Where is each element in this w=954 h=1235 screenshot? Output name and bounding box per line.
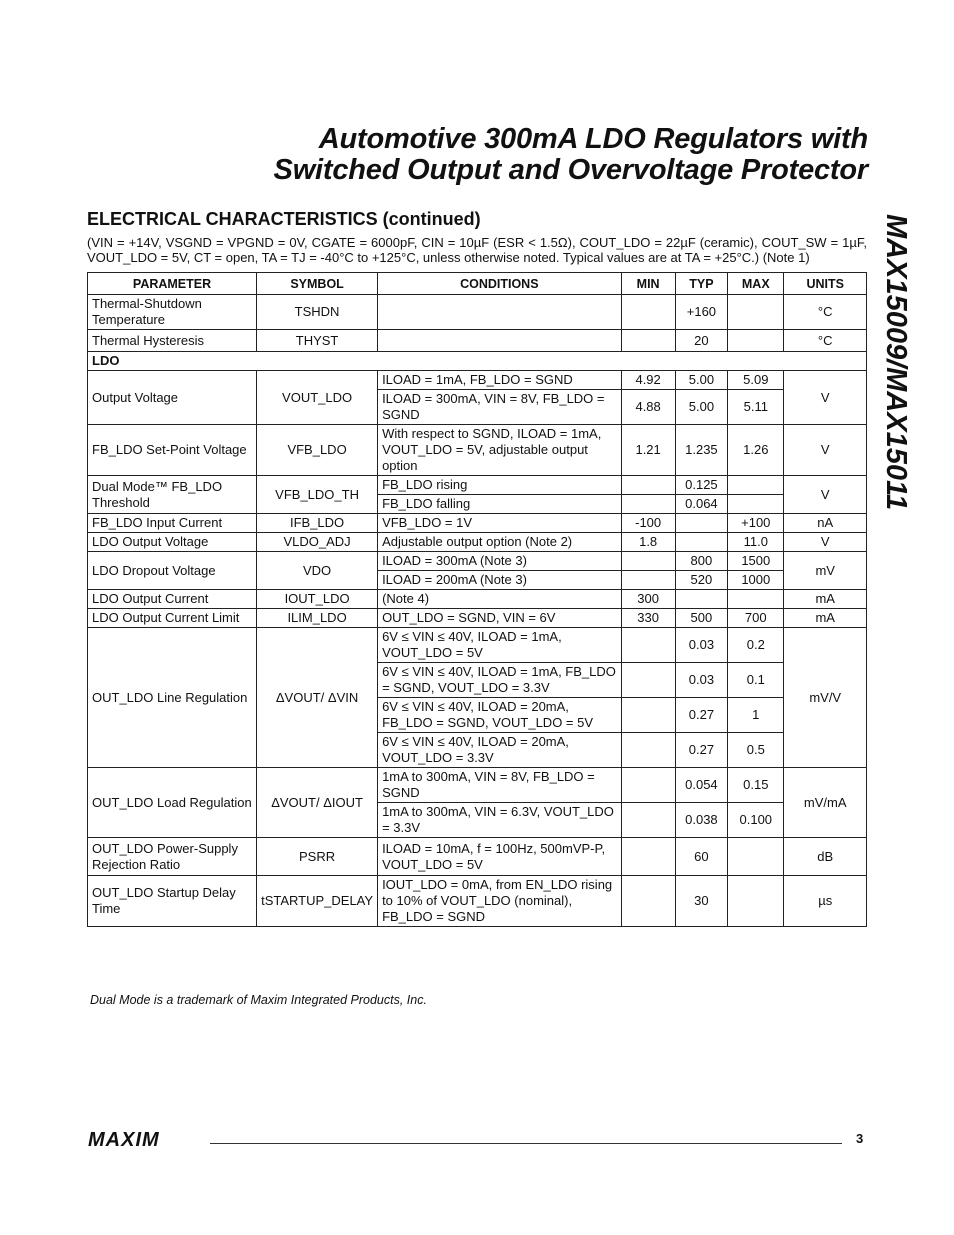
max-cell [728, 495, 784, 514]
typ-cell: 5.00 [675, 390, 727, 425]
parameter-cell: Dual Mode™ FB_LDO Threshold [88, 476, 257, 514]
table-row [88, 768, 867, 803]
min-cell [621, 733, 675, 768]
max-cell: 5.09 [728, 371, 784, 390]
min-cell: 1.21 [621, 425, 675, 476]
min-cell [621, 663, 675, 698]
typ-cell: 0.038 [675, 803, 727, 838]
table-row [88, 628, 867, 663]
max-cell: 1 [728, 698, 784, 733]
min-cell [621, 768, 675, 803]
conditions-cell: 1mA to 300mA, VIN = 6.3V, VOUT_LDO = 3.3V [378, 803, 622, 838]
col-header-units: UNITS [784, 273, 867, 295]
typ-cell [675, 533, 727, 552]
conditions-cell: FB_LDO falling [378, 495, 622, 514]
typ-cell: 800 [675, 552, 727, 571]
conditions-cell: With respect to SGND, ILOAD = 1mA, VOUT_LDO = 5V, adjustable output option [378, 425, 622, 476]
parameter-cell: FB_LDO Set-Point Voltage [88, 425, 257, 476]
typ-cell: 60 [675, 838, 727, 876]
conditions-cell: 6V ≤ VIN ≤ 40V, ILOAD = 1mA, FB_LDO = SGND, VOUT_LDO = 3.3V [378, 663, 622, 698]
table-row [88, 876, 867, 927]
max-cell [728, 330, 784, 352]
conditions-cell: 6V ≤ VIN ≤ 40V, ILOAD = 20mA, VOUT_LDO = 3.3V [378, 733, 622, 768]
typ-cell: 0.064 [675, 495, 727, 514]
parameter-cell: LDO Dropout Voltage [88, 552, 257, 590]
col-header-max: MAX [728, 273, 784, 295]
symbol-cell: IFB_LDO [257, 514, 378, 533]
units-cell: V [784, 476, 867, 514]
col-header-typ: TYP [675, 273, 727, 295]
conditions-cell: ILOAD = 1mA, FB_LDO = SGND [378, 371, 622, 390]
max-cell: 1.26 [728, 425, 784, 476]
max-cell: 1500 [728, 552, 784, 571]
table-row [88, 476, 867, 495]
typ-cell [675, 590, 727, 609]
units-cell: mV/V [784, 628, 867, 768]
table-row [88, 330, 867, 352]
col-header-min: MIN [621, 273, 675, 295]
max-cell [728, 876, 784, 927]
side-part-number [882, 214, 912, 574]
min-cell [621, 552, 675, 571]
min-cell [621, 295, 675, 330]
min-cell [621, 495, 675, 514]
page-title [274, 124, 868, 186]
symbol-cell: VFB_LDO [257, 425, 378, 476]
parameter-cell: OUT_LDO Load Regulation [88, 768, 257, 838]
units-cell: mA [784, 590, 867, 609]
units-cell: dB [784, 838, 867, 876]
max-cell: 0.5 [728, 733, 784, 768]
parameter-cell: OUT_LDO Line Regulation [88, 628, 257, 768]
conditions-cell: VFB_LDO = 1V [378, 514, 622, 533]
max-cell [728, 295, 784, 330]
section-title: ELECTRICAL CHARACTERISTICS (continued) [87, 209, 481, 229]
footer-rule [210, 1143, 842, 1144]
min-cell: 330 [621, 609, 675, 628]
max-cell: 0.2 [728, 628, 784, 663]
col-header-parameter: PARAMETER [88, 273, 257, 295]
conditions-cell: OUT_LDO = SGND, VIN = 6V [378, 609, 622, 628]
symbol-cell: VLDO_ADJ [257, 533, 378, 552]
conditions-cell: 1mA to 300mA, VIN = 8V, FB_LDO = SGND [378, 768, 622, 803]
parameter-cell: OUT_LDO Startup Delay Time [88, 876, 257, 927]
conditions-cell [378, 330, 622, 352]
typ-cell: 0.125 [675, 476, 727, 495]
max-cell [728, 590, 784, 609]
title-line-2: Switched Output and Overvoltage Protector [273, 154, 868, 186]
col-header-symbol: SYMBOL [257, 273, 378, 295]
parameter-cell: FB_LDO Input Current [88, 514, 257, 533]
typ-cell: 520 [675, 571, 727, 590]
units-cell: nA [784, 514, 867, 533]
typ-cell: 20 [675, 330, 727, 352]
conditions-cell: Adjustable output option (Note 2) [378, 533, 622, 552]
min-cell [621, 330, 675, 352]
typ-cell: 0.27 [675, 698, 727, 733]
table-row [88, 552, 867, 571]
table-row [88, 590, 867, 609]
max-cell [728, 476, 784, 495]
maxim-logo-text: MAXIM [88, 1130, 160, 1148]
max-cell: 5.11 [728, 390, 784, 425]
typ-cell [675, 514, 727, 533]
table-row [88, 533, 867, 552]
symbol-cell: ILIM_LDO [257, 609, 378, 628]
max-cell: 700 [728, 609, 784, 628]
title-line-1: Automotive 300mA LDO Regulators with [318, 123, 868, 155]
max-cell: 0.100 [728, 803, 784, 838]
electrical-characteristics-table [87, 272, 867, 927]
side-part-number-text: MAX15009/MAX15011 [880, 214, 912, 511]
parameter-cell: Thermal Hysteresis [88, 330, 257, 352]
symbol-cell: PSRR [257, 838, 378, 876]
max-cell: 0.15 [728, 768, 784, 803]
conditions-cell: IOUT_LDO = 0mA, from EN_LDO rising to 10% of VOUT_LDO (nominal), FB_LDO = SGND [378, 876, 622, 927]
table-row [88, 609, 867, 628]
symbol-cell: VOUT_LDO [257, 371, 378, 425]
section-row [88, 352, 867, 371]
table-row [88, 514, 867, 533]
min-cell: 300 [621, 590, 675, 609]
min-cell [621, 803, 675, 838]
units-cell: V [784, 533, 867, 552]
table-row [88, 425, 867, 476]
symbol-cell: TSHDN [257, 295, 378, 330]
max-cell: 1000 [728, 571, 784, 590]
conditions-cell [378, 295, 622, 330]
units-cell: V [784, 371, 867, 425]
symbol-cell: THYST [257, 330, 378, 352]
symbol-cell: IOUT_LDO [257, 590, 378, 609]
units-cell: mV [784, 552, 867, 590]
symbol-cell: tSTARTUP_DELAY [257, 876, 378, 927]
units-cell: °C [784, 330, 867, 352]
table-row [88, 295, 867, 330]
table-row [88, 838, 867, 876]
symbol-cell: VDO [257, 552, 378, 590]
maxim-logo [88, 1130, 200, 1148]
min-cell [621, 628, 675, 663]
typ-cell: 30 [675, 876, 727, 927]
symbol-cell: ΔVOUT/ ΔIOUT [257, 768, 378, 838]
max-cell [728, 838, 784, 876]
typ-cell: 0.03 [675, 663, 727, 698]
typ-cell: 0.054 [675, 768, 727, 803]
min-cell [621, 571, 675, 590]
units-cell: µs [784, 876, 867, 927]
units-cell: mA [784, 609, 867, 628]
test-conditions: (VIN = +14V, VSGND = VPGND = 0V, CGATE = 6000pF, CIN = 10µF (ESR < 1.5Ω), COUT_LDO = 22µF (ceramic), COUT_SW = 1µF, VOUT_LDO = 5V, CT = open, TA = TJ = -40°C to +125°C, unless otherwise noted. Typical values are at TA = +25°C.) (Note 1) [87, 235, 867, 265]
units-cell: °C [784, 295, 867, 330]
conditions-cell: ILOAD = 200mA (Note 3) [378, 571, 622, 590]
col-header-conditions: CONDITIONS [378, 273, 622, 295]
max-cell: 11.0 [728, 533, 784, 552]
max-cell: +100 [728, 514, 784, 533]
typ-cell: 500 [675, 609, 727, 628]
units-cell: V [784, 425, 867, 476]
conditions-cell: 6V ≤ VIN ≤ 40V, ILOAD = 20mA, FB_LDO = SGND, VOUT_LDO = 5V [378, 698, 622, 733]
typ-cell: 5.00 [675, 371, 727, 390]
symbol-cell: VFB_LDO_TH [257, 476, 378, 514]
conditions-cell: FB_LDO rising [378, 476, 622, 495]
section-label-ldo: LDO [88, 352, 867, 371]
units-cell: mV/mA [784, 768, 867, 838]
page-number: 3 [856, 1131, 864, 1146]
conditions-cell: ILOAD = 10mA, f = 100Hz, 500mVP-P, VOUT_LDO = 5V [378, 838, 622, 876]
parameter-cell: Output Voltage [88, 371, 257, 425]
min-cell: 4.88 [621, 390, 675, 425]
conditions-cell: ILOAD = 300mA (Note 3) [378, 552, 622, 571]
parameter-cell: LDO Output Current [88, 590, 257, 609]
parameter-cell: LDO Output Current Limit [88, 609, 257, 628]
min-cell: 1.8 [621, 533, 675, 552]
table-header-row [88, 273, 867, 295]
max-cell: 0.1 [728, 663, 784, 698]
min-cell: 4.92 [621, 371, 675, 390]
typ-cell: +160 [675, 295, 727, 330]
parameter-cell: Thermal-Shutdown Temperature [88, 295, 257, 330]
min-cell [621, 476, 675, 495]
parameter-cell: OUT_LDO Power-Supply Rejection Ratio [88, 838, 257, 876]
conditions-cell: ILOAD = 300mA, VIN = 8V, FB_LDO = SGND [378, 390, 622, 425]
parameter-cell: LDO Output Voltage [88, 533, 257, 552]
min-cell [621, 876, 675, 927]
symbol-cell: ΔVOUT/ ΔVIN [257, 628, 378, 768]
typ-cell: 0.27 [675, 733, 727, 768]
table-row [88, 371, 867, 390]
min-cell: -100 [621, 514, 675, 533]
conditions-cell: 6V ≤ VIN ≤ 40V, ILOAD = 1mA, VOUT_LDO = 5V [378, 628, 622, 663]
trademark-footnote: Dual Mode is a trademark of Maxim Integrated Products, Inc. [90, 993, 427, 1007]
typ-cell: 0.03 [675, 628, 727, 663]
typ-cell: 1.235 [675, 425, 727, 476]
conditions-cell: (Note 4) [378, 590, 622, 609]
min-cell [621, 838, 675, 876]
min-cell [621, 698, 675, 733]
